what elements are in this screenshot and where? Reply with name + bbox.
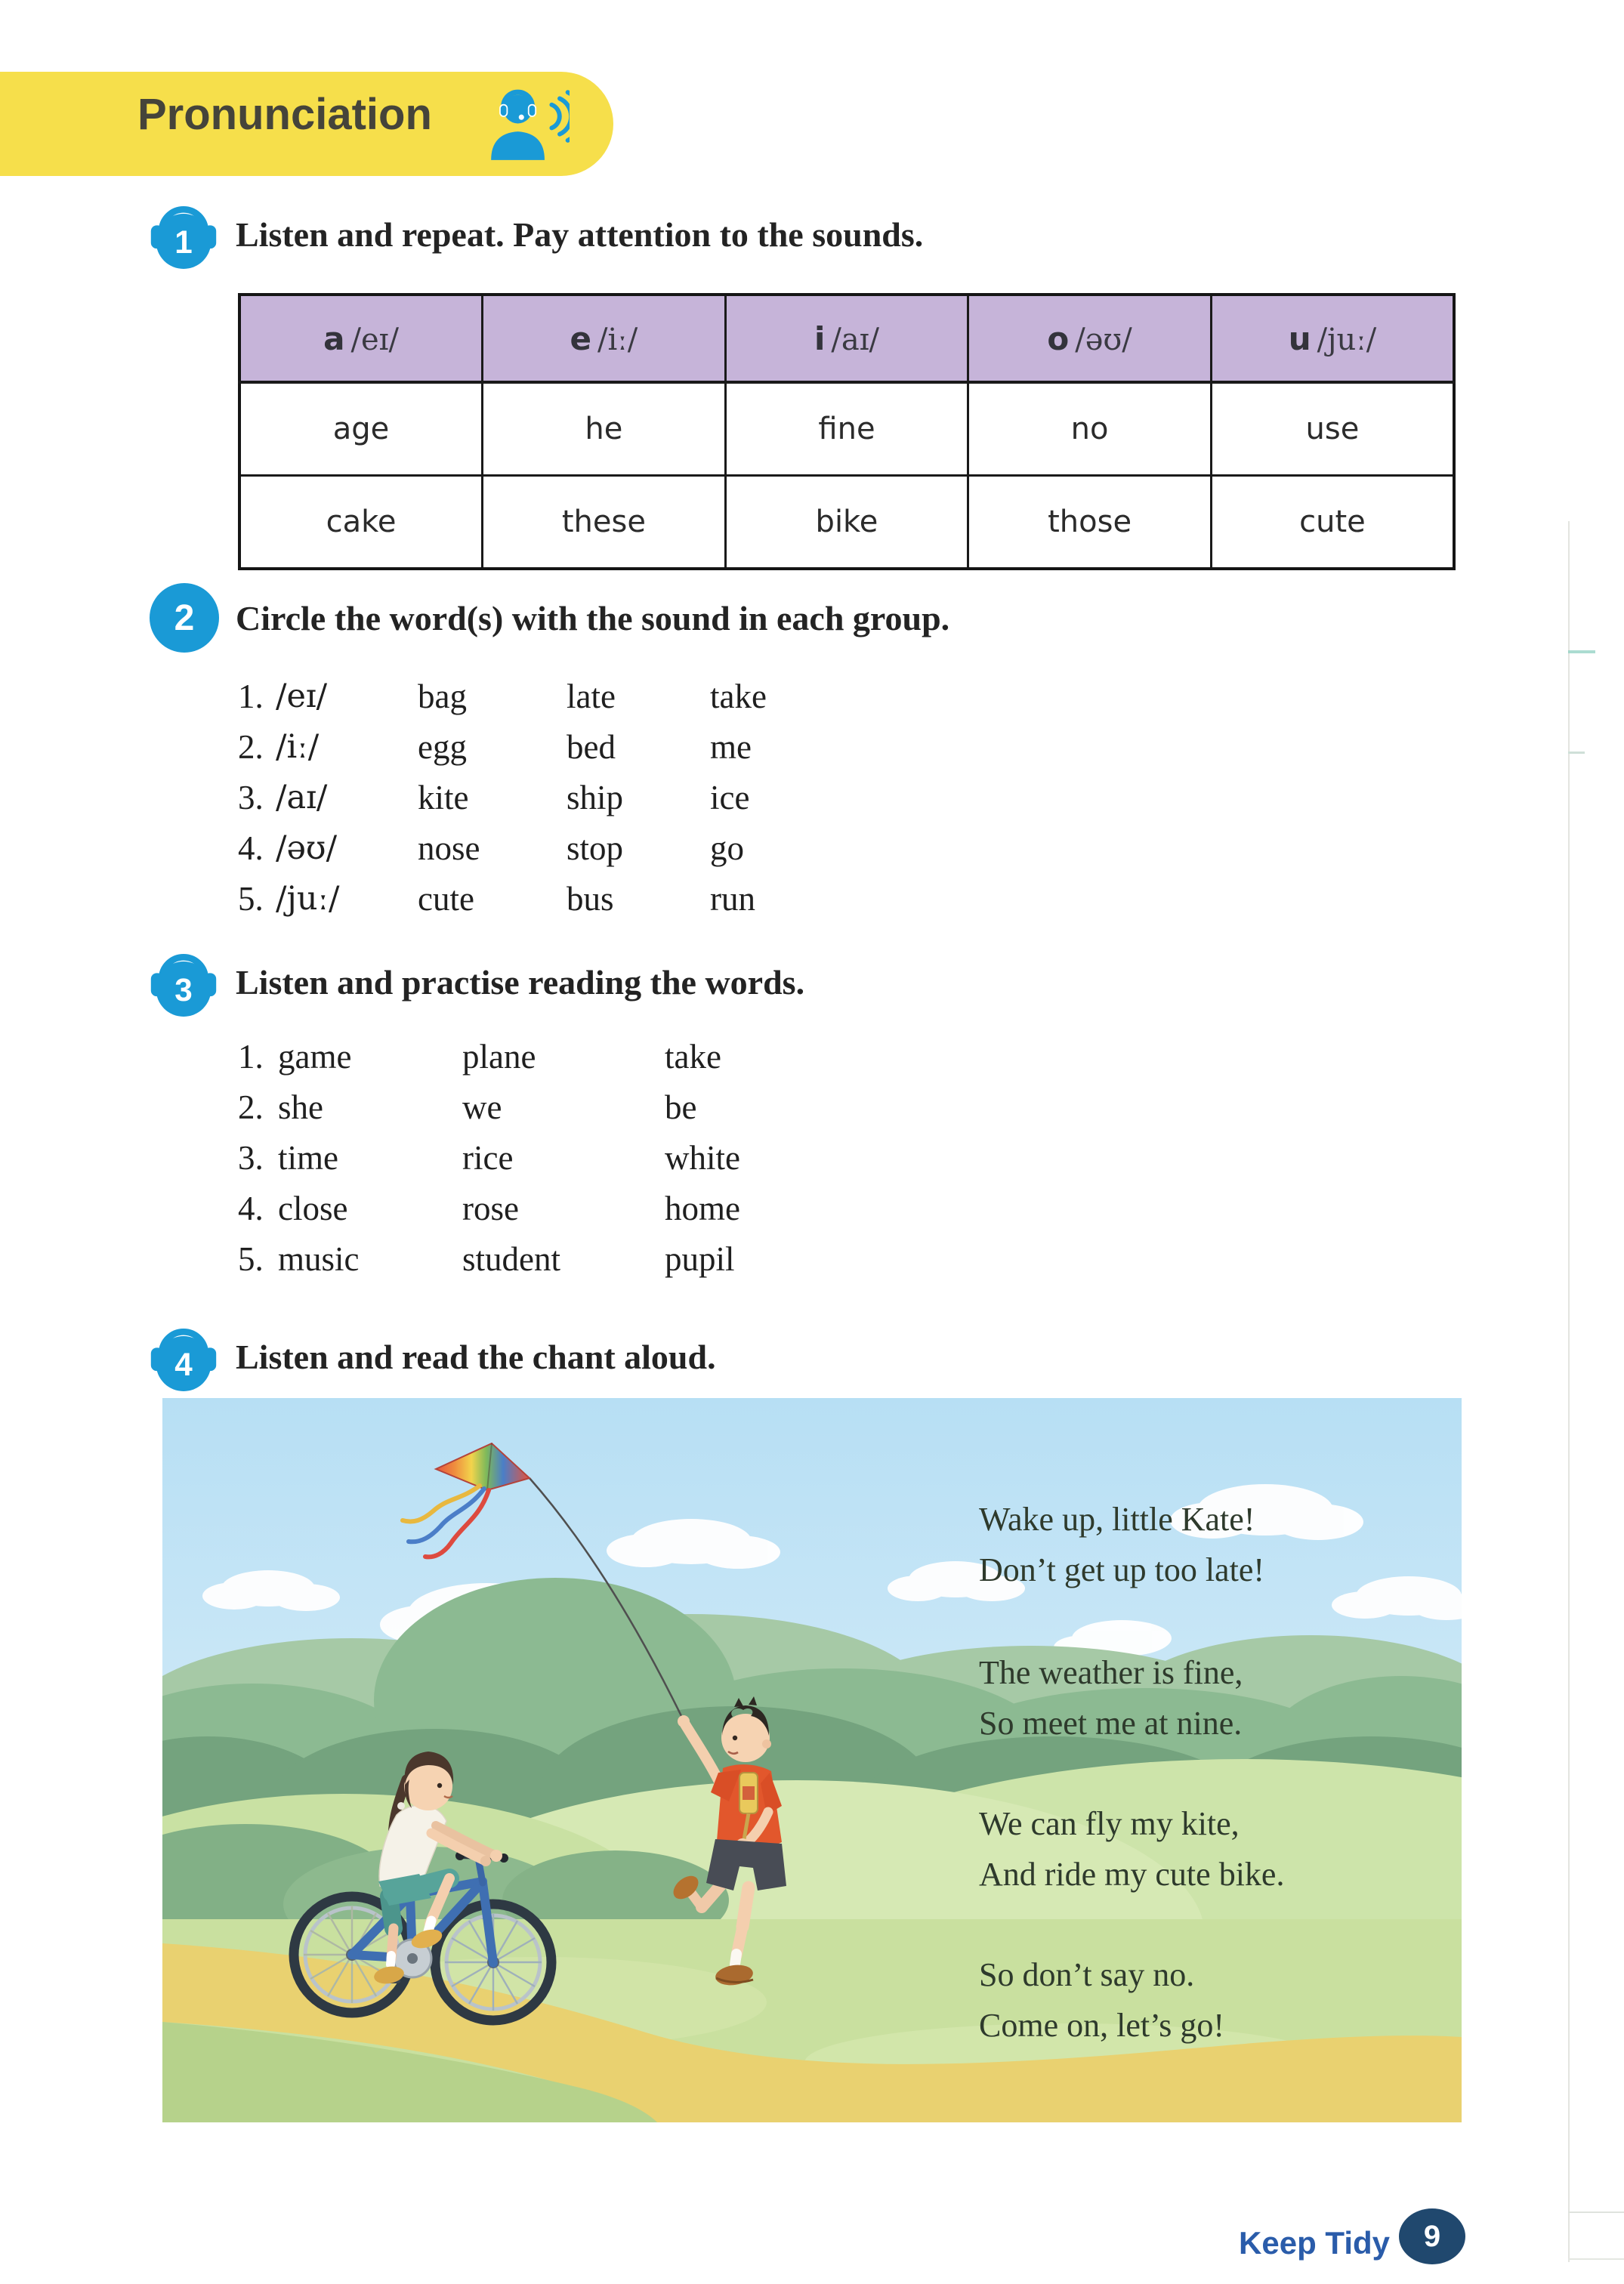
exercise-1-instruction: Listen and repeat. Pay attention to the sounds. bbox=[236, 215, 924, 254]
exercise-1-badge bbox=[147, 190, 220, 275]
sound-table-row bbox=[239, 382, 1454, 476]
sound-table-header-row bbox=[239, 295, 1454, 382]
word-group-row: 5. music student pupil bbox=[238, 1239, 735, 1278]
table-header-cell: e /iː/ bbox=[483, 295, 726, 382]
footer-unit-label: Keep Tidy bbox=[1239, 2225, 1390, 2261]
table-header-cell: i /aɪ/ bbox=[725, 295, 968, 382]
table-cell: no bbox=[968, 382, 1212, 476]
exercise-3-word-list bbox=[238, 1031, 918, 1284]
chant-line: And ride my cute bike. bbox=[979, 1856, 1285, 1893]
chant-stanza bbox=[979, 1798, 1432, 1900]
word-group-row: 3. time rice white bbox=[238, 1138, 740, 1177]
exercise-2-badge bbox=[150, 583, 219, 653]
table-cell: bike bbox=[725, 476, 968, 569]
word-group-row: 5. /juː/ cute bus run bbox=[238, 879, 755, 918]
chant-stanza bbox=[979, 1949, 1432, 2051]
chant-line: So don’t say no. bbox=[979, 1956, 1195, 1993]
page-number-badge bbox=[1399, 2208, 1465, 2264]
word-group-row: 4. /əʊ/ nose stop go bbox=[238, 829, 744, 867]
table-cell: use bbox=[1211, 382, 1454, 476]
scan-artifact bbox=[1568, 752, 1585, 754]
table-cell: fine bbox=[725, 382, 968, 476]
word-group-row: 1. game plane take bbox=[238, 1037, 721, 1076]
scan-artifact bbox=[1568, 2211, 1624, 2213]
headphones-icon bbox=[147, 938, 220, 1023]
word-group-row: 2. she we be bbox=[238, 1088, 697, 1126]
page-number: 9 bbox=[1423, 2219, 1441, 2253]
phonetic-sound: /iː/ bbox=[276, 727, 320, 766]
scan-artifact bbox=[1568, 650, 1595, 653]
phonetic-sound: /əʊ/ bbox=[276, 829, 338, 867]
headphones-icon bbox=[147, 1313, 220, 1397]
table-cell: those bbox=[968, 476, 1212, 569]
phonetic-sound: /juː/ bbox=[276, 879, 340, 918]
table-header-cell: o /əʊ/ bbox=[968, 295, 1212, 382]
word-group-row: 4. close rose home bbox=[238, 1189, 740, 1227]
sound-table-row bbox=[239, 476, 1454, 569]
headphones-icon bbox=[147, 190, 220, 275]
word-group-row: 2. /iː/ egg bed me bbox=[238, 727, 752, 766]
word-group-row: 1. /eɪ/ bag late take bbox=[238, 677, 767, 715]
chant-line: Come on, let’s go! bbox=[979, 2007, 1225, 2044]
table-header-cell: a /eɪ/ bbox=[239, 295, 483, 382]
exercise-3-number: 3 bbox=[174, 971, 193, 1008]
table-cell: cute bbox=[1211, 476, 1454, 569]
chant-line: The weather is fine, bbox=[979, 1654, 1243, 1691]
exercise-2-number: 2 bbox=[174, 597, 195, 638]
page-edge-line bbox=[1568, 521, 1570, 2262]
chant-line: So meet me at nine. bbox=[979, 1705, 1243, 1742]
table-cell: he bbox=[483, 382, 726, 476]
chant-stanza bbox=[979, 1647, 1432, 1748]
chant-stanza bbox=[979, 1494, 1432, 1595]
exercise-1-number: 1 bbox=[174, 224, 193, 260]
word-group-row: 3. /aɪ/ kite ship ice bbox=[238, 778, 750, 816]
exercise-3-badge bbox=[147, 938, 220, 1023]
exercise-2-instruction: Circle the word(s) with the sound in each group. bbox=[236, 599, 950, 637]
table-header-cell: u /juː/ bbox=[1211, 295, 1454, 382]
exercise-4-number: 4 bbox=[174, 1346, 193, 1382]
chant-line: Wake up, little Kate! bbox=[979, 1501, 1255, 1538]
sound-table bbox=[238, 293, 1456, 570]
speaker-person-icon bbox=[480, 82, 570, 174]
chant-line: We can fly my kite, bbox=[979, 1805, 1240, 1842]
table-cell: cake bbox=[239, 476, 483, 569]
phonetic-sound: /eɪ/ bbox=[276, 677, 328, 715]
phonetic-sound: /aɪ/ bbox=[276, 778, 328, 816]
exercise-2-word-list bbox=[238, 671, 918, 924]
exercise-4-instruction: Listen and read the chant aloud. bbox=[236, 1338, 716, 1376]
scan-artifact bbox=[1568, 2258, 1624, 2260]
chant-line: Don’t get up too late! bbox=[979, 1551, 1264, 1588]
chant-illustration bbox=[162, 1398, 1462, 2122]
exercise-4-badge bbox=[147, 1313, 220, 1397]
table-cell: these bbox=[483, 476, 726, 569]
exercise-3-instruction: Listen and practise reading the words. bbox=[236, 963, 805, 1002]
table-cell: age bbox=[239, 382, 483, 476]
section-title: Pronunciation bbox=[137, 90, 432, 139]
